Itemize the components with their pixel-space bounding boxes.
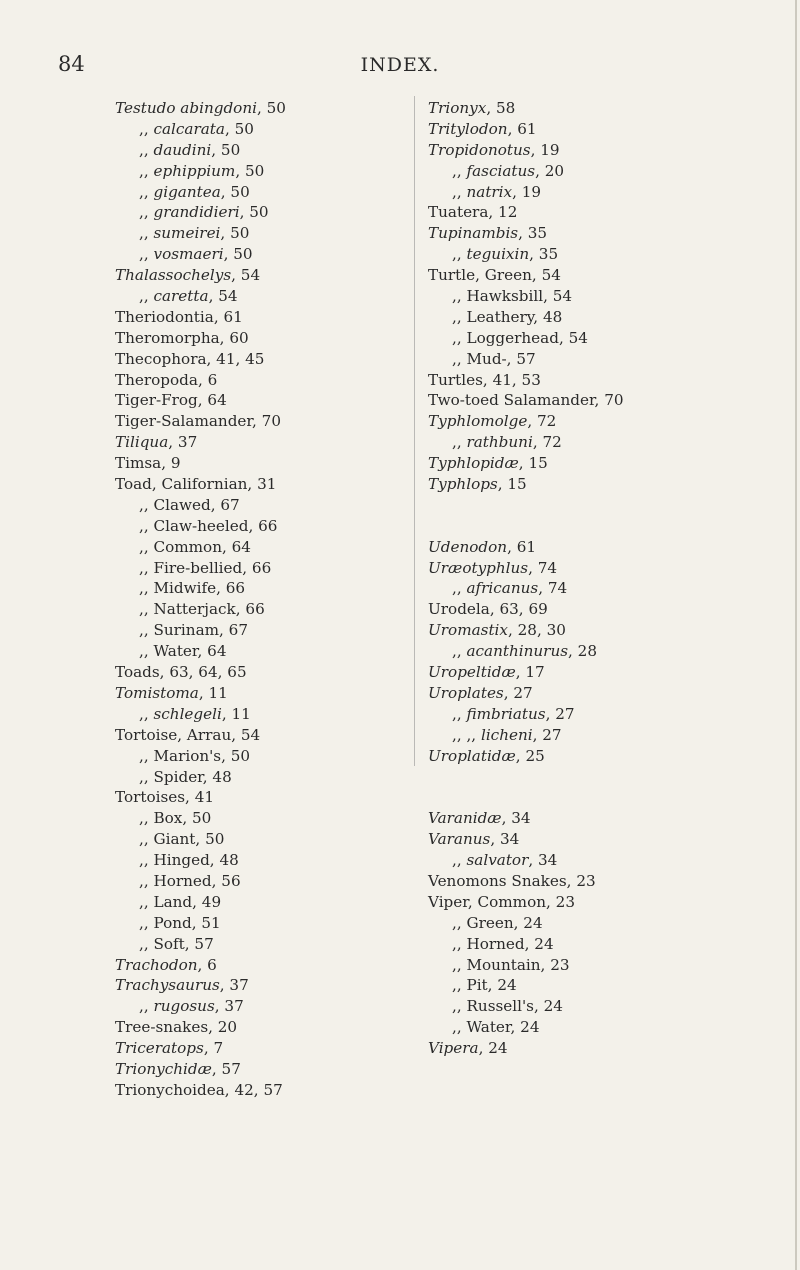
entry-text: , 50 bbox=[220, 182, 250, 201]
entry-text: Horned, 56 bbox=[153, 871, 241, 890]
entry-text: , 19 bbox=[530, 140, 560, 159]
index-entry bbox=[428, 1017, 788, 1038]
entry-text: Urodela, 63, 69 bbox=[428, 600, 548, 619]
index-entry bbox=[428, 244, 788, 265]
index-entry bbox=[428, 746, 788, 767]
index-entry bbox=[428, 704, 788, 725]
ditto-mark: ,, bbox=[452, 642, 467, 661]
entry-text: Tree-snakes, 20 bbox=[115, 1018, 238, 1037]
entry-text: , 50 bbox=[235, 161, 265, 180]
entry-term: Trachodon bbox=[115, 955, 198, 974]
entry-term: africanus bbox=[466, 579, 539, 598]
entry-text: Hinged, 48 bbox=[153, 851, 239, 870]
entry-text: , 61 bbox=[507, 119, 537, 138]
entry-text: Timsa, 9 bbox=[115, 454, 181, 473]
entry-text: , 58 bbox=[486, 99, 516, 117]
entry-term: Uromastix bbox=[428, 621, 508, 640]
entry-text: Loggerhead, 54 bbox=[466, 328, 588, 347]
index-entry bbox=[115, 432, 405, 453]
index-entry bbox=[428, 182, 788, 203]
ditto-mark: ,, bbox=[139, 161, 154, 180]
entry-text: Soft, 57 bbox=[153, 934, 214, 953]
entry-text: , 27 bbox=[532, 725, 562, 744]
entry-text: , 54 bbox=[231, 266, 261, 285]
index-entry bbox=[428, 390, 788, 411]
index-entry bbox=[428, 558, 788, 579]
ditto-mark: ,, bbox=[139, 287, 154, 306]
entry-text: Midwife, 66 bbox=[153, 579, 246, 598]
index-entry bbox=[115, 934, 405, 955]
index-entry bbox=[428, 161, 788, 182]
entry-text: Thecophora, 41, 45 bbox=[115, 349, 265, 368]
index-entry bbox=[428, 140, 788, 161]
index-entry bbox=[428, 955, 788, 976]
index-entry bbox=[115, 244, 405, 265]
entry-term: Tupinambis bbox=[428, 224, 519, 243]
index-column-right bbox=[428, 98, 788, 1059]
entry-text: , 74 bbox=[528, 558, 558, 577]
ditto-mark: ,, bbox=[452, 245, 467, 264]
entry-text: Hawksbill, 54 bbox=[466, 287, 573, 306]
index-entry bbox=[428, 349, 788, 370]
ditto-mark: ,, bbox=[139, 495, 154, 514]
ditto-mark: ,, bbox=[139, 809, 154, 828]
entry-text: Turtle, Green, 54 bbox=[428, 266, 561, 285]
entry-term: Thalassochelys bbox=[115, 266, 232, 285]
index-entry bbox=[115, 1017, 405, 1038]
index-entry bbox=[428, 98, 788, 119]
ditto-mark: ,, bbox=[139, 871, 154, 890]
entry-term: Tiliqua bbox=[115, 433, 169, 452]
ditto-mark: ,, bbox=[452, 976, 467, 995]
entry-term: gigantea bbox=[153, 182, 221, 201]
entry-term: Uroplatidæ bbox=[428, 746, 516, 765]
entry-text: Tortoises, 41 bbox=[115, 788, 215, 807]
index-entry bbox=[115, 223, 405, 244]
entry-term: Typhlomolge bbox=[428, 412, 528, 431]
index-entry bbox=[428, 662, 788, 683]
entry-term: Uroplates bbox=[428, 683, 504, 702]
entry-text: Toad, Californian, 31 bbox=[115, 475, 277, 494]
entry-term: licheni bbox=[480, 725, 533, 744]
ditto-mark: ,, bbox=[139, 934, 154, 953]
index-entry bbox=[115, 328, 405, 349]
index-entry bbox=[428, 599, 788, 620]
index-entry bbox=[115, 349, 405, 370]
index-entry bbox=[115, 390, 405, 411]
entry-text: Two-toed Salamander, 70 bbox=[428, 391, 624, 410]
index-entry bbox=[115, 871, 405, 892]
ditto-mark: ,, bbox=[139, 140, 154, 159]
entry-text: Toads, 63, 64, 65 bbox=[115, 663, 247, 682]
ditto-mark: ,, bbox=[452, 307, 467, 326]
index-entry bbox=[428, 432, 788, 453]
ditto-mark: ,, bbox=[452, 579, 467, 598]
entry-text: Giant, 50 bbox=[153, 830, 225, 849]
entry-text: , 34 bbox=[490, 830, 520, 849]
entry-text: Viper, Common, 23 bbox=[428, 892, 575, 911]
index-entry bbox=[428, 641, 788, 662]
entry-text: Water, 64 bbox=[153, 642, 227, 661]
entry-term: vosmaeri bbox=[153, 245, 224, 264]
index-entry bbox=[428, 996, 788, 1017]
entry-term: grandidieri bbox=[153, 203, 240, 222]
entry-text: Tuatera, 12 bbox=[428, 203, 518, 222]
entry-text: , 28, 30 bbox=[507, 621, 566, 640]
entry-text: Green, 24 bbox=[466, 913, 543, 932]
entry-term: Testudo abingdoni bbox=[115, 99, 257, 117]
index-entry bbox=[115, 620, 405, 641]
entry-text: Venomons Snakes, 23 bbox=[428, 871, 596, 890]
entry-text: Mud-, 57 bbox=[466, 349, 536, 368]
index-entry bbox=[115, 704, 405, 725]
entry-term: rathbuni bbox=[466, 433, 533, 452]
ditto-mark: ,, bbox=[139, 182, 154, 201]
ditto-mark: ,, bbox=[139, 704, 154, 723]
entry-text: , 17 bbox=[515, 663, 545, 682]
entry-text: , 24 bbox=[478, 1039, 508, 1058]
index-entry bbox=[115, 537, 405, 558]
ditto-mark: ,, bbox=[452, 725, 467, 744]
index-entry bbox=[115, 1038, 405, 1059]
entry-text: Tiger-Salamander, 70 bbox=[115, 412, 281, 431]
index-entry bbox=[115, 996, 405, 1017]
entry-term: teguixin bbox=[466, 245, 530, 264]
index-entry bbox=[115, 892, 405, 913]
entry-text: Clawed, 67 bbox=[153, 495, 240, 514]
index-entry bbox=[428, 913, 788, 934]
ditto-mark: ,, bbox=[452, 913, 467, 932]
entry-text: , 28 bbox=[568, 642, 598, 661]
entry-text: Mountain, 23 bbox=[466, 955, 570, 974]
entry-text: , 15 bbox=[497, 475, 527, 494]
entry-text: , 11 bbox=[221, 704, 251, 723]
index-entry bbox=[115, 202, 405, 223]
index-entry bbox=[115, 662, 405, 683]
index-entry bbox=[115, 975, 405, 996]
entry-term: Varanidæ bbox=[428, 809, 502, 828]
entry-text: , 27 bbox=[503, 683, 533, 702]
entry-term: daudini bbox=[153, 140, 212, 159]
index-entry bbox=[428, 453, 788, 474]
entry-text: , 50 bbox=[224, 119, 254, 138]
index-entry bbox=[115, 955, 405, 976]
ditto-mark: ,, bbox=[452, 1018, 467, 1037]
entry-text: Common, 64 bbox=[153, 537, 251, 556]
entry-term: Typhlops bbox=[428, 475, 498, 494]
ditto-mark: ,, bbox=[139, 746, 154, 765]
entry-term: Trachysaurus bbox=[115, 976, 220, 995]
ditto-mark: ,, bbox=[452, 182, 467, 201]
entry-text: , 7 bbox=[203, 1039, 224, 1058]
ditto-mark: ,, bbox=[139, 642, 154, 661]
entry-text: Claw-heeled, 66 bbox=[153, 516, 278, 535]
entry-term: fimbriatus bbox=[466, 704, 546, 723]
entry-text: , 50 bbox=[239, 203, 269, 222]
entry-term: Varanus bbox=[428, 830, 491, 849]
index-entry bbox=[115, 140, 405, 161]
ditto-mark: ,, bbox=[139, 767, 154, 786]
ditto-mark: ,, bbox=[139, 516, 154, 535]
index-entry bbox=[428, 725, 788, 746]
entry-term: fasciatus bbox=[466, 161, 536, 180]
entry-text: , 15 bbox=[518, 454, 548, 473]
ditto-mark: ,, bbox=[452, 161, 467, 180]
index-entry bbox=[428, 286, 788, 307]
index-entry bbox=[115, 161, 405, 182]
index-entry bbox=[428, 265, 788, 286]
index-entry bbox=[428, 767, 788, 788]
entry-text: , 50 bbox=[223, 245, 253, 264]
ditto-mark: ,, bbox=[466, 725, 481, 744]
entry-text: Surinam, 67 bbox=[153, 621, 249, 640]
page-number: 84 bbox=[58, 52, 85, 76]
entry-text: , 34 bbox=[501, 809, 531, 828]
entry-text: , 50 bbox=[211, 140, 241, 159]
entry-text: , 72 bbox=[527, 412, 557, 431]
index-entry bbox=[115, 725, 405, 746]
entry-text: Theropoda, 6 bbox=[115, 370, 218, 389]
index-entry bbox=[115, 1080, 405, 1101]
entry-text: , 72 bbox=[532, 433, 562, 452]
entry-text: , 27 bbox=[545, 704, 575, 723]
entry-term: natrix bbox=[466, 182, 513, 201]
index-entry bbox=[115, 558, 405, 579]
index-entry bbox=[115, 746, 405, 767]
index-entry bbox=[428, 411, 788, 432]
index-entry bbox=[115, 307, 405, 328]
index-entry bbox=[115, 787, 405, 808]
index-entry bbox=[428, 370, 788, 391]
entry-term: Triceratops bbox=[115, 1039, 204, 1058]
entry-text: Fire-bellied, 66 bbox=[153, 558, 272, 577]
entry-term: Uropeltidæ bbox=[428, 663, 516, 682]
ditto-mark: ,, bbox=[452, 328, 467, 347]
entry-term: salvator bbox=[466, 851, 529, 870]
entry-text: , 50 bbox=[256, 99, 286, 117]
index-entry bbox=[428, 495, 788, 516]
entry-term: Tomistoma bbox=[115, 683, 199, 702]
ditto-mark: ,, bbox=[139, 621, 154, 640]
entry-term: ephippium bbox=[153, 161, 236, 180]
entry-text: , 37 bbox=[214, 997, 244, 1016]
entry-text: Water, 24 bbox=[466, 1018, 540, 1037]
index-entry bbox=[428, 119, 788, 140]
entry-term: schlegeli bbox=[153, 704, 222, 723]
entry-text: Turtles, 41, 53 bbox=[428, 370, 541, 389]
entry-text: , 11 bbox=[198, 683, 228, 702]
ditto-mark: ,, bbox=[452, 704, 467, 723]
index-entry bbox=[115, 1059, 405, 1080]
entry-text: Pond, 51 bbox=[153, 913, 221, 932]
index-entry bbox=[428, 223, 788, 244]
index-entry bbox=[428, 871, 788, 892]
entry-text: , 61 bbox=[507, 537, 537, 556]
entry-text: , 74 bbox=[538, 579, 568, 598]
ditto-mark: ,, bbox=[139, 830, 154, 849]
index-entry bbox=[115, 683, 405, 704]
ditto-mark: ,, bbox=[139, 997, 154, 1016]
ditto-mark: ,, bbox=[139, 245, 154, 264]
entry-term: Vipera bbox=[428, 1039, 479, 1058]
entry-text: Russell's, 24 bbox=[466, 997, 563, 1016]
ditto-mark: ,, bbox=[452, 349, 467, 368]
index-entry bbox=[115, 182, 405, 203]
index-entry bbox=[115, 286, 405, 307]
ditto-mark: ,, bbox=[139, 851, 154, 870]
entry-term: Typhlopidæ bbox=[428, 454, 519, 473]
entry-term: Trionychidæ bbox=[115, 1059, 212, 1078]
index-entry bbox=[115, 453, 405, 474]
ditto-mark: ,, bbox=[139, 203, 154, 222]
index-entry bbox=[428, 328, 788, 349]
entry-text: Tiger-Frog, 64 bbox=[115, 391, 227, 410]
index-entry bbox=[115, 474, 405, 495]
ditto-mark: ,, bbox=[139, 119, 154, 138]
entry-term: caretta bbox=[153, 287, 209, 306]
index-entry bbox=[428, 578, 788, 599]
index-entry bbox=[428, 202, 788, 223]
entry-term: Udenodon bbox=[428, 537, 508, 556]
index-entry bbox=[115, 641, 405, 662]
ditto-mark: ,, bbox=[452, 997, 467, 1016]
entry-text: , 37 bbox=[168, 433, 198, 452]
ditto-mark: ,, bbox=[452, 287, 467, 306]
index-entry bbox=[428, 892, 788, 913]
index-entry bbox=[115, 808, 405, 829]
entry-term: calcarata bbox=[153, 119, 225, 138]
entry-term: Trionyx bbox=[428, 99, 487, 117]
entry-text: , 35 bbox=[529, 245, 559, 264]
ditto-mark: ,, bbox=[139, 579, 154, 598]
ditto-mark: ,, bbox=[139, 558, 154, 577]
index-entry bbox=[115, 767, 405, 788]
index-entry bbox=[115, 98, 405, 119]
entry-text: , 37 bbox=[219, 976, 249, 995]
ditto-mark: ,, bbox=[139, 224, 154, 243]
page-header bbox=[0, 52, 800, 82]
index-entry bbox=[428, 1038, 788, 1059]
entry-text: , 6 bbox=[197, 955, 217, 974]
index-entry bbox=[115, 599, 405, 620]
index-entry bbox=[428, 307, 788, 328]
entry-text: , 20 bbox=[535, 161, 565, 180]
entry-text: Leathery, 48 bbox=[466, 307, 563, 326]
ditto-mark: ,, bbox=[452, 433, 467, 452]
entry-text: Horned, 24 bbox=[466, 934, 554, 953]
entry-term: Tropidonotus bbox=[428, 140, 531, 159]
ditto-mark: ,, bbox=[452, 851, 467, 870]
index-entry bbox=[115, 516, 405, 537]
entry-text: , 54 bbox=[208, 287, 238, 306]
index-entry bbox=[115, 829, 405, 850]
entry-text: Box, 50 bbox=[153, 809, 212, 828]
index-entry bbox=[428, 975, 788, 996]
entry-text: , 19 bbox=[512, 182, 542, 201]
column-divider bbox=[414, 96, 415, 766]
entry-text: Tortoise, Arrau, 54 bbox=[115, 725, 261, 744]
index-entry bbox=[115, 265, 405, 286]
index-entry bbox=[428, 537, 788, 558]
entry-text: , 50 bbox=[220, 224, 250, 243]
ditto-mark: ,, bbox=[452, 955, 467, 974]
entry-text: Trionychoidea, 42, 57 bbox=[115, 1080, 283, 1099]
entry-text: Pit, 24 bbox=[466, 976, 517, 995]
index-entry bbox=[115, 578, 405, 599]
entry-text: , 57 bbox=[211, 1059, 241, 1078]
index-entry bbox=[115, 850, 405, 871]
index-entry bbox=[115, 119, 405, 140]
entry-text: Natterjack, 66 bbox=[153, 600, 265, 619]
entry-term: Tritylodon bbox=[428, 119, 508, 138]
running-title: INDEX. bbox=[360, 54, 440, 76]
index-column-left bbox=[115, 98, 405, 1101]
entry-term: acanthinurus bbox=[466, 642, 569, 661]
ditto-mark: ,, bbox=[139, 892, 154, 911]
entry-text: , 34 bbox=[528, 851, 558, 870]
index-entry bbox=[115, 411, 405, 432]
entry-text: Theriodontia, 61 bbox=[115, 307, 243, 326]
ditto-mark: ,, bbox=[139, 537, 154, 556]
index-entry bbox=[428, 474, 788, 495]
ditto-mark: ,, bbox=[139, 600, 154, 619]
index-entry bbox=[115, 913, 405, 934]
entry-term: sumeirei bbox=[153, 224, 221, 243]
index-entry bbox=[428, 787, 788, 808]
entry-text: , 35 bbox=[518, 224, 548, 243]
index-entry bbox=[115, 370, 405, 391]
entry-text: Spider, 48 bbox=[153, 767, 232, 786]
page-edge bbox=[795, 0, 797, 1270]
index-entry bbox=[428, 829, 788, 850]
entry-text: Marion's, 50 bbox=[153, 746, 251, 765]
entry-text: , 25 bbox=[515, 746, 545, 765]
entry-term: Uræotyphlus bbox=[428, 558, 529, 577]
index-entry bbox=[428, 683, 788, 704]
entry-text: Theromorpha, 60 bbox=[115, 328, 249, 347]
index-entry bbox=[428, 620, 788, 641]
index-entry bbox=[428, 808, 788, 829]
ditto-mark: ,, bbox=[452, 934, 467, 953]
index-entry bbox=[115, 495, 405, 516]
index-entry bbox=[428, 934, 788, 955]
index-entry bbox=[428, 516, 788, 537]
index-entry bbox=[428, 850, 788, 871]
entry-term: rugosus bbox=[153, 997, 215, 1016]
entry-text: Land, 49 bbox=[153, 892, 222, 911]
ditto-mark: ,, bbox=[139, 913, 154, 932]
